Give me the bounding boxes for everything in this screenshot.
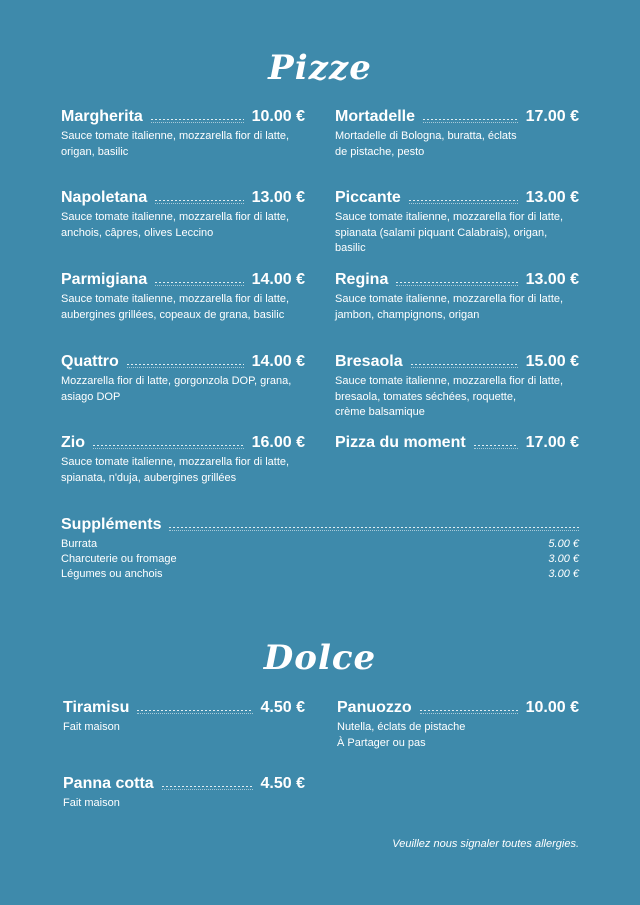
item-name: Napoletana — [61, 189, 148, 206]
dolce-title: Dolce — [263, 638, 377, 678]
supplement-row — [61, 553, 579, 565]
supplement-row — [61, 538, 579, 550]
dotted-leader — [127, 364, 244, 368]
item-description: Mozzarella fior di latte, gorgonzola DOP, grana, asiago DOP — [61, 375, 292, 403]
item-name: Quattro — [61, 353, 119, 370]
dotted-leader — [420, 710, 518, 714]
item-name: Parmigiana — [61, 271, 148, 288]
item-name: Panna cotta — [63, 775, 154, 792]
item-price: 10.00 € — [251, 108, 305, 125]
menu-item — [61, 106, 305, 160]
item-price: 13.00 € — [525, 271, 579, 288]
pizze-title: Pizze — [268, 48, 372, 88]
dotted-leader — [423, 119, 518, 123]
menu-item — [63, 697, 305, 736]
item-description: Sauce tomate italienne, mozzarella fior di latte, bresaola, tomates séchées, roquette, crème balsamique — [335, 375, 564, 418]
supplement-price: 3.00 € — [548, 568, 579, 580]
item-price: 13.00 € — [251, 189, 305, 206]
menu-item — [335, 351, 579, 421]
menu-item — [61, 187, 305, 241]
item-description: Sauce tomate italienne, mozzarella fior di latte, jambon, champignons, origan — [335, 293, 564, 321]
item-description: Sauce tomate italienne, mozzarella fior di latte, origan, basilic — [61, 130, 290, 158]
item-description: Mortadelle di Bologna, buratta, éclats de pistache, pesto — [335, 130, 517, 158]
item-description: Sauce tomate italienne, mozzarella fior di latte, anchois, câpres, olives Leccino — [61, 211, 290, 239]
supplement-label: Charcuterie ou fromage — [61, 553, 177, 565]
dotted-leader — [411, 364, 518, 368]
dotted-leader — [396, 282, 517, 286]
item-price: 17.00 € — [525, 434, 579, 451]
dotted-leader — [155, 200, 243, 204]
menu-item — [335, 187, 579, 257]
item-price: 14.00 € — [251, 353, 305, 370]
dotted-leader — [409, 200, 518, 204]
menu-item — [335, 106, 579, 160]
item-name: Pizza du moment — [335, 434, 466, 451]
menu-item — [63, 773, 305, 812]
item-name: Tiramisu — [63, 699, 130, 716]
supplement-price: 5.00 € — [548, 538, 579, 550]
supplement-row — [61, 568, 579, 580]
supplement-price: 3.00 € — [548, 553, 579, 565]
item-description: Fait maison — [63, 797, 120, 809]
menu-item — [335, 432, 579, 454]
item-name: Piccante — [335, 189, 401, 206]
item-description: Fait maison — [63, 721, 120, 733]
supplements-title: Suppléments — [61, 516, 162, 533]
item-price: 4.50 € — [260, 775, 305, 792]
item-name: Margherita — [61, 108, 143, 125]
menu-item — [61, 432, 305, 486]
item-name: Regina — [335, 271, 389, 288]
item-price: 14.00 € — [251, 271, 305, 288]
supplement-label: Légumes ou anchois — [61, 568, 163, 580]
item-price: 17.00 € — [525, 108, 579, 125]
item-price: 10.00 € — [525, 699, 579, 716]
menu-item — [61, 269, 305, 323]
dotted-leader — [155, 282, 243, 286]
item-description: Sauce tomate italienne, mozzarella fior di latte, spianata, n'duja, aubergines grillées — [61, 456, 290, 484]
dotted-leader — [169, 527, 579, 531]
menu-item — [337, 697, 579, 751]
menu-item — [335, 269, 579, 323]
item-name: Zio — [61, 434, 85, 451]
dotted-leader — [474, 445, 518, 449]
item-price: 16.00 € — [251, 434, 305, 451]
item-description: Sauce tomate italienne, mozzarella fior di latte, spianata (salami piquant Calabrais), origan, basilic — [335, 211, 564, 254]
dotted-leader — [151, 119, 244, 123]
dotted-leader — [162, 786, 253, 790]
item-price: 13.00 € — [525, 189, 579, 206]
item-description: Nutella, éclats de pistache À Partager ou pas — [337, 721, 466, 749]
item-name: Panuozzo — [337, 699, 412, 716]
item-name: Bresaola — [335, 353, 403, 370]
item-price: 15.00 € — [525, 353, 579, 370]
allergy-note: Veuillez nous signaler toutes allergies. — [392, 838, 579, 850]
item-description: Sauce tomate italienne, mozzarella fior di latte, aubergines grillées, copeaux de grana, basilic — [61, 293, 290, 321]
dotted-leader — [137, 710, 252, 714]
supplement-label: Burrata — [61, 538, 98, 550]
item-name: Mortadelle — [335, 108, 416, 125]
item-price: 4.50 € — [260, 699, 305, 716]
menu-item — [61, 351, 305, 405]
dotted-leader — [93, 445, 244, 449]
supplements-header — [61, 514, 579, 536]
